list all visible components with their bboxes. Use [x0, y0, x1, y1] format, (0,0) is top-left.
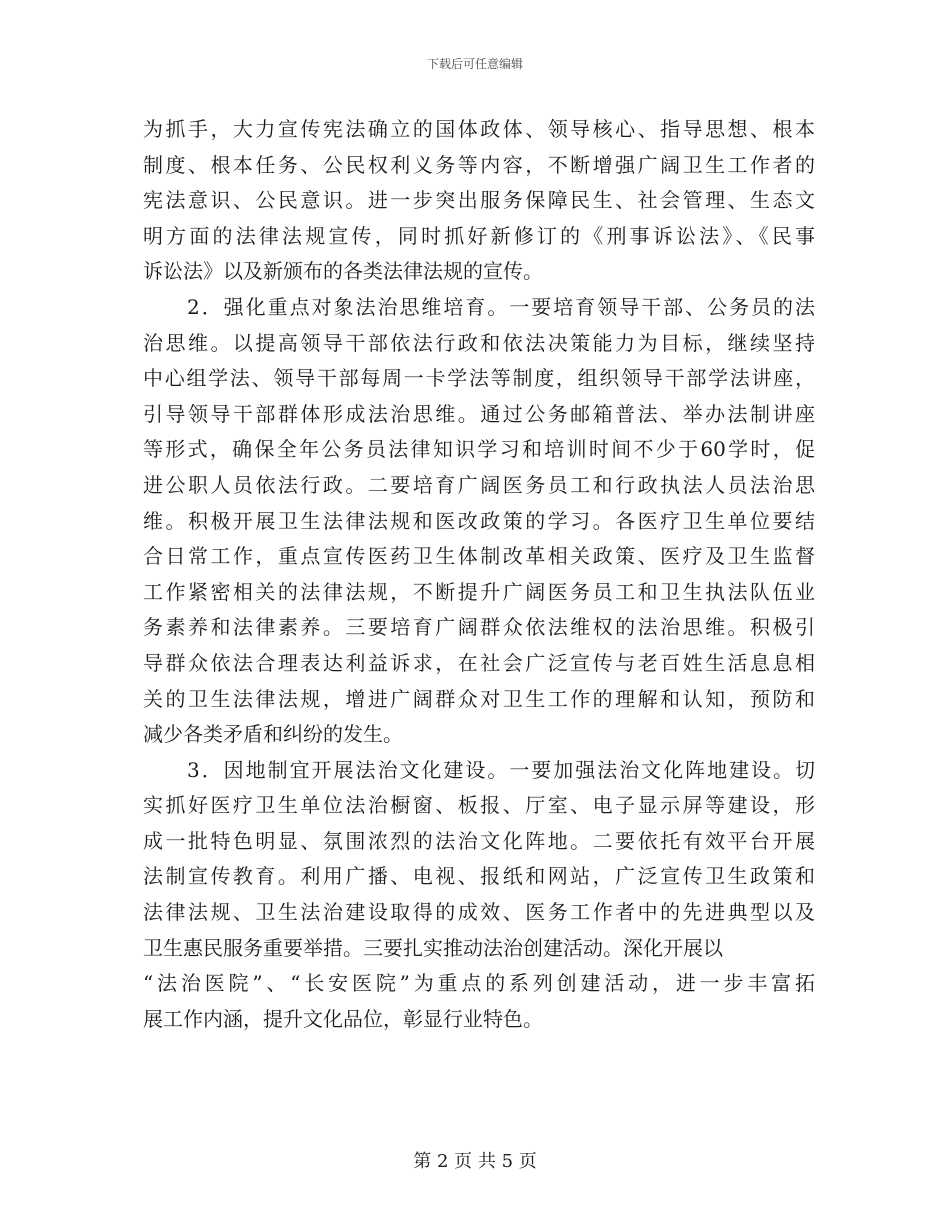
text-line: 诉讼法》以及新颁布的各类法律法规的宣传。 — [143, 259, 543, 284]
page-header-note: 下载后可任意编辑 — [426, 57, 523, 71]
text-line: 制度、根本任务、公民权利义务等内容，不断增强广阔卫生工作者的 — [143, 152, 815, 177]
page-number: 第 2 页 共 5 页 — [413, 1151, 537, 1172]
text-line: 合日常工作，重点宣传医药卫生体制改革相关政策、医疗及卫生监督 — [143, 544, 815, 569]
text-line: “法治医院”、“长安医院”为重点的系列创建活动，进一步丰富拓 — [143, 971, 815, 996]
text-line: 进公职人员依法行政。二要培育广阔医务员工和行政执法人员法治思 — [143, 472, 815, 497]
text-line: 为抓手，大力宣传宪法确立的国体政体、领导核心、指导思想、根本 — [143, 117, 815, 141]
text-line: 务素养和法律素养。三要培育广阔群众依法维权的法治思维。积极引 — [143, 615, 815, 640]
text-line: 3．因地制宜开展法治文化建设。一要加强法治文化阵地建设。切 — [187, 757, 815, 782]
text-line: 2．强化重点对象法治思维培育。一要培育领导干部、公务员的法 — [187, 294, 815, 319]
text-line: 减少各类矛盾和纠纷的发生。 — [143, 722, 403, 747]
text-line: 展工作内涵，提升文化品位，彰显行业特色。 — [143, 1006, 543, 1031]
text-line: 治思维。以提高领导干部依法行政和依法决策能力为目标，继续坚持 — [143, 330, 815, 355]
text-line: 等形式，确保全年公务员法律知识学习和培训时间不少于60学时，促 — [143, 437, 815, 462]
text-line: 宪法意识、公民意识。进一步突出服务保障民生、社会管理、生态文 — [143, 188, 815, 213]
text-line: 工作紧密相关的法律法规，不断提升广阔医务员工和卫生执法队伍业 — [143, 579, 815, 604]
text-line: 法制宣传教育。利用广播、电视、报纸和网站，广泛宣传卫生政策和 — [143, 864, 815, 889]
text-line: 明方面的法律法规宣传，同时抓好新修订的《刑事诉讼法》、《民事 — [143, 223, 815, 248]
paragraph — [143, 753, 815, 1038]
text-line: 关的卫生法律法规，增进广阔群众对卫生工作的理解和认知，预防和 — [143, 686, 815, 711]
text-line: 法律法规、卫生法治建设取得的成效、医务工作者中的先进典型以及 — [143, 900, 815, 925]
text-line: 卫生惠民服务重要举措。三要扎实推动法治创建活动。深化开展以 — [143, 935, 723, 960]
text-line: 成一批特色明显、氛围浓烈的法治文化阵地。二要依托有效平台开展 — [143, 828, 815, 853]
text-line: 导群众依法合理表达利益诉求，在社会广泛宣传与老百姓生活息息相 — [143, 650, 815, 675]
document-body — [143, 112, 815, 1037]
text-line: 维。积极开展卫生法律法规和医改政策的学习。各医疗卫生单位要结 — [143, 508, 815, 533]
text-line: 引导领导干部群体形成法治思维。通过公务邮箱普法、举办法制讲座 — [143, 401, 815, 426]
text-line: 实抓好医疗卫生单位法治橱窗、板报、厅室、电子显示屏等建设，形 — [143, 793, 815, 818]
paragraph — [143, 290, 815, 753]
text-line: 中心组学法、领导干部每周一卡学法等制度，组织领导干部学法讲座， — [143, 366, 815, 391]
paragraph — [143, 112, 815, 290]
